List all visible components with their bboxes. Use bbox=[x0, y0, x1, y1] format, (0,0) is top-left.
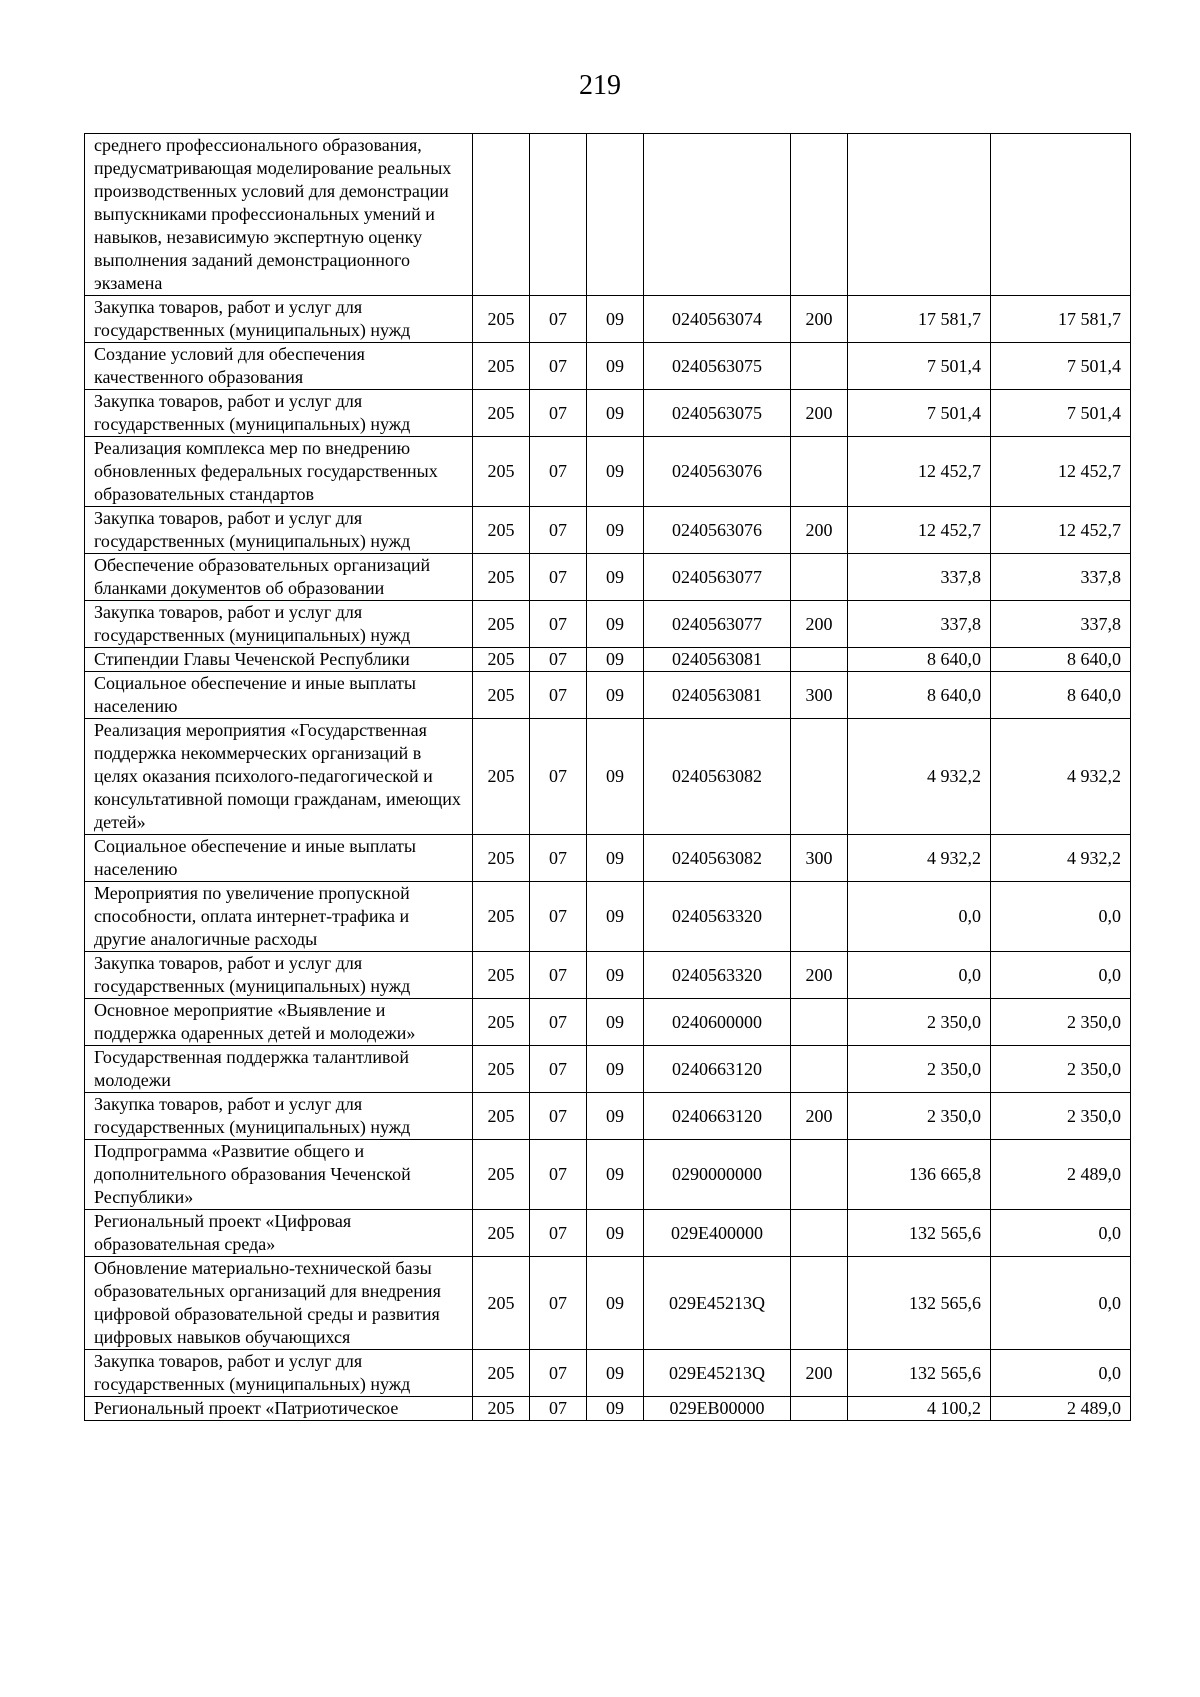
cell-item-name: Закупка товаров, работ и услуг для государственных (муниципальных) нужд bbox=[85, 1093, 473, 1140]
table-row bbox=[85, 437, 1131, 507]
cell-amount-2: 337,8 bbox=[991, 601, 1131, 648]
cell-department-code: 205 bbox=[473, 390, 530, 437]
cell-department-code: 205 bbox=[473, 1350, 530, 1397]
cell-department-code bbox=[473, 134, 530, 296]
table-row bbox=[85, 1210, 1131, 1257]
cell-target-article bbox=[644, 134, 791, 296]
cell-department-code: 205 bbox=[473, 999, 530, 1046]
cell-subsection-code bbox=[587, 134, 644, 296]
cell-target-article: 0240563074 bbox=[644, 296, 791, 343]
cell-department-code: 205 bbox=[473, 554, 530, 601]
cell-target-article: 0240663120 bbox=[644, 1046, 791, 1093]
cell-target-article: 0240563076 bbox=[644, 507, 791, 554]
cell-section-code: 07 bbox=[530, 343, 587, 390]
cell-amount-1: 2 350,0 bbox=[848, 999, 991, 1046]
cell-amount-1: 2 350,0 bbox=[848, 1046, 991, 1093]
cell-subsection-code: 09 bbox=[587, 999, 644, 1046]
table-row bbox=[85, 648, 1131, 672]
table-row bbox=[85, 554, 1131, 601]
cell-section-code: 07 bbox=[530, 437, 587, 507]
cell-expense-type bbox=[791, 1257, 848, 1350]
table-row bbox=[85, 1140, 1131, 1210]
cell-department-code: 205 bbox=[473, 507, 530, 554]
cell-section-code: 07 bbox=[530, 390, 587, 437]
cell-amount-2: 12 452,7 bbox=[991, 437, 1131, 507]
cell-amount-2 bbox=[991, 134, 1131, 296]
cell-expense-type: 200 bbox=[791, 1093, 848, 1140]
cell-target-article: 0240563082 bbox=[644, 719, 791, 835]
cell-item-name: Основное мероприятие «Выявление и поддержка одаренных детей и молодежи» bbox=[85, 999, 473, 1046]
cell-expense-type bbox=[791, 343, 848, 390]
table-row bbox=[85, 952, 1131, 999]
cell-section-code: 07 bbox=[530, 1046, 587, 1093]
cell-section-code: 07 bbox=[530, 882, 587, 952]
cell-amount-1: 8 640,0 bbox=[848, 672, 991, 719]
cell-item-name: Государственная поддержка талантливой молодежи bbox=[85, 1046, 473, 1093]
cell-expense-type: 200 bbox=[791, 507, 848, 554]
cell-target-article: 029E45213Q bbox=[644, 1350, 791, 1397]
cell-amount-2: 12 452,7 bbox=[991, 507, 1131, 554]
cell-section-code: 07 bbox=[530, 952, 587, 999]
cell-amount-2: 0,0 bbox=[991, 1210, 1131, 1257]
cell-subsection-code: 09 bbox=[587, 835, 644, 882]
cell-amount-1: 4 932,2 bbox=[848, 835, 991, 882]
cell-expense-type bbox=[791, 999, 848, 1046]
cell-expense-type bbox=[791, 437, 848, 507]
cell-amount-1: 0,0 bbox=[848, 882, 991, 952]
cell-department-code: 205 bbox=[473, 648, 530, 672]
cell-amount-2: 4 932,2 bbox=[991, 835, 1131, 882]
cell-subsection-code: 09 bbox=[587, 437, 644, 507]
table-row bbox=[85, 1046, 1131, 1093]
table-row bbox=[85, 134, 1131, 296]
cell-target-article: 029EB00000 bbox=[644, 1397, 791, 1421]
cell-department-code: 205 bbox=[473, 882, 530, 952]
table-row bbox=[85, 296, 1131, 343]
cell-department-code: 205 bbox=[473, 1140, 530, 1210]
cell-item-name: Реализация комплекса мер по внедрению обновленных федеральных государственных образовательных стандартов bbox=[85, 437, 473, 507]
cell-item-name: Региональный проект «Патриотическое bbox=[85, 1397, 473, 1421]
cell-item-name: Реализация мероприятия «Государственная поддержка некоммерческих организаций в целях оказания психолого-педагогической и консультативной помощи гражданам, имеющих детей» bbox=[85, 719, 473, 835]
cell-department-code: 205 bbox=[473, 1093, 530, 1140]
cell-section-code: 07 bbox=[530, 296, 587, 343]
cell-expense-type bbox=[791, 1397, 848, 1421]
cell-section-code: 07 bbox=[530, 672, 587, 719]
cell-amount-1: 12 452,7 bbox=[848, 507, 991, 554]
cell-section-code: 07 bbox=[530, 601, 587, 648]
cell-section-code: 07 bbox=[530, 1093, 587, 1140]
cell-amount-2: 2 350,0 bbox=[991, 1046, 1131, 1093]
cell-item-name: Социальное обеспечение и иные выплаты населению bbox=[85, 835, 473, 882]
cell-subsection-code: 09 bbox=[587, 1257, 644, 1350]
cell-amount-1: 7 501,4 bbox=[848, 390, 991, 437]
table-row bbox=[85, 719, 1131, 835]
cell-amount-2: 8 640,0 bbox=[991, 672, 1131, 719]
budget-table bbox=[84, 133, 1131, 1421]
cell-item-name: Закупка товаров, работ и услуг для государственных (муниципальных) нужд bbox=[85, 952, 473, 999]
cell-amount-1: 7 501,4 bbox=[848, 343, 991, 390]
cell-subsection-code: 09 bbox=[587, 1397, 644, 1421]
cell-amount-1: 132 565,6 bbox=[848, 1210, 991, 1257]
cell-department-code: 205 bbox=[473, 672, 530, 719]
table-row bbox=[85, 1257, 1131, 1350]
cell-subsection-code: 09 bbox=[587, 719, 644, 835]
cell-expense-type: 200 bbox=[791, 296, 848, 343]
cell-subsection-code: 09 bbox=[587, 1140, 644, 1210]
cell-amount-2: 4 932,2 bbox=[991, 719, 1131, 835]
table-row bbox=[85, 672, 1131, 719]
cell-subsection-code: 09 bbox=[587, 601, 644, 648]
cell-section-code: 07 bbox=[530, 1350, 587, 1397]
cell-item-name: среднего профессионального образования, предусматривающая моделирование реальных производственных условий для демонстрации выпускниками профессиональных умений и навыков, независимую экспертную оценку выполнения заданий демонстрационного экзамена bbox=[85, 134, 473, 296]
cell-item-name: Обеспечение образовательных организаций бланками документов об образовании bbox=[85, 554, 473, 601]
cell-amount-1: 132 565,6 bbox=[848, 1350, 991, 1397]
table-row bbox=[85, 1350, 1131, 1397]
cell-section-code: 07 bbox=[530, 999, 587, 1046]
page-number: 219 bbox=[579, 70, 621, 101]
cell-amount-1: 0,0 bbox=[848, 952, 991, 999]
table-row bbox=[85, 507, 1131, 554]
cell-department-code: 205 bbox=[473, 1210, 530, 1257]
cell-item-name: Закупка товаров, работ и услуг для государственных (муниципальных) нужд bbox=[85, 507, 473, 554]
cell-item-name: Мероприятия по увеличение пропускной способности, оплата интернет-трафика и другие аналогичные расходы bbox=[85, 882, 473, 952]
cell-section-code: 07 bbox=[530, 1140, 587, 1210]
cell-item-name: Региональный проект «Цифровая образовательная среда» bbox=[85, 1210, 473, 1257]
cell-amount-2: 0,0 bbox=[991, 1350, 1131, 1397]
cell-expense-type bbox=[791, 719, 848, 835]
cell-amount-1: 2 350,0 bbox=[848, 1093, 991, 1140]
cell-item-name: Социальное обеспечение и иные выплаты населению bbox=[85, 672, 473, 719]
cell-department-code: 205 bbox=[473, 1397, 530, 1421]
cell-amount-2: 0,0 bbox=[991, 952, 1131, 999]
table-row bbox=[85, 343, 1131, 390]
cell-target-article: 0240563081 bbox=[644, 672, 791, 719]
cell-item-name: Закупка товаров, работ и услуг для государственных (муниципальных) нужд bbox=[85, 601, 473, 648]
cell-item-name: Закупка товаров, работ и услуг для государственных (муниципальных) нужд bbox=[85, 390, 473, 437]
cell-target-article: 0240563082 bbox=[644, 835, 791, 882]
cell-amount-2: 2 489,0 bbox=[991, 1140, 1131, 1210]
cell-subsection-code: 09 bbox=[587, 390, 644, 437]
cell-amount-1: 12 452,7 bbox=[848, 437, 991, 507]
cell-department-code: 205 bbox=[473, 437, 530, 507]
cell-section-code: 07 bbox=[530, 1397, 587, 1421]
cell-amount-2: 2 489,0 bbox=[991, 1397, 1131, 1421]
cell-amount-2: 8 640,0 bbox=[991, 648, 1131, 672]
cell-amount-2: 2 350,0 bbox=[991, 1093, 1131, 1140]
cell-amount-1: 8 640,0 bbox=[848, 648, 991, 672]
cell-expense-type bbox=[791, 882, 848, 952]
cell-target-article: 0240563076 bbox=[644, 437, 791, 507]
cell-expense-type: 200 bbox=[791, 1350, 848, 1397]
cell-subsection-code: 09 bbox=[587, 648, 644, 672]
cell-subsection-code: 09 bbox=[587, 1210, 644, 1257]
cell-section-code bbox=[530, 134, 587, 296]
cell-expense-type: 300 bbox=[791, 835, 848, 882]
cell-subsection-code: 09 bbox=[587, 1093, 644, 1140]
table-row bbox=[85, 882, 1131, 952]
table-row bbox=[85, 601, 1131, 648]
cell-amount-2: 0,0 bbox=[991, 1257, 1131, 1350]
cell-department-code: 205 bbox=[473, 296, 530, 343]
cell-section-code: 07 bbox=[530, 1257, 587, 1350]
cell-target-article: 0240563077 bbox=[644, 554, 791, 601]
cell-amount-2: 337,8 bbox=[991, 554, 1131, 601]
cell-amount-1: 337,8 bbox=[848, 554, 991, 601]
cell-expense-type: 200 bbox=[791, 601, 848, 648]
cell-department-code: 205 bbox=[473, 719, 530, 835]
table-row bbox=[85, 1397, 1131, 1421]
cell-amount-2: 17 581,7 bbox=[991, 296, 1131, 343]
cell-expense-type bbox=[791, 1140, 848, 1210]
cell-section-code: 07 bbox=[530, 507, 587, 554]
cell-item-name: Обновление материально-технической базы образовательных организаций для внедрения цифровой образовательной среды и развития цифровых навыков обучающихся bbox=[85, 1257, 473, 1350]
cell-amount-1: 132 565,6 bbox=[848, 1257, 991, 1350]
cell-department-code: 205 bbox=[473, 1046, 530, 1093]
cell-amount-1: 4 100,2 bbox=[848, 1397, 991, 1421]
cell-amount-2: 2 350,0 bbox=[991, 999, 1131, 1046]
budget-table-body bbox=[85, 134, 1131, 1421]
cell-subsection-code: 09 bbox=[587, 507, 644, 554]
cell-item-name: Подпрограмма «Развитие общего и дополнительного образования Чеченской Республики» bbox=[85, 1140, 473, 1210]
cell-expense-type: 300 bbox=[791, 672, 848, 719]
cell-department-code: 205 bbox=[473, 952, 530, 999]
cell-target-article: 0240563077 bbox=[644, 601, 791, 648]
table-row bbox=[85, 835, 1131, 882]
cell-target-article: 0240563075 bbox=[644, 390, 791, 437]
cell-subsection-code: 09 bbox=[587, 554, 644, 601]
cell-expense-type bbox=[791, 1210, 848, 1257]
cell-subsection-code: 09 bbox=[587, 296, 644, 343]
cell-amount-2: 7 501,4 bbox=[991, 390, 1131, 437]
cell-department-code: 205 bbox=[473, 835, 530, 882]
cell-expense-type: 200 bbox=[791, 390, 848, 437]
cell-target-article: 029E400000 bbox=[644, 1210, 791, 1257]
cell-target-article: 0240563081 bbox=[644, 648, 791, 672]
cell-target-article: 0240563320 bbox=[644, 882, 791, 952]
cell-section-code: 07 bbox=[530, 648, 587, 672]
cell-target-article: 0240563320 bbox=[644, 952, 791, 999]
cell-subsection-code: 09 bbox=[587, 343, 644, 390]
cell-target-article: 0240600000 bbox=[644, 999, 791, 1046]
cell-target-article: 0290000000 bbox=[644, 1140, 791, 1210]
cell-subsection-code: 09 bbox=[587, 952, 644, 999]
cell-amount-1 bbox=[848, 134, 991, 296]
cell-expense-type bbox=[791, 1046, 848, 1093]
cell-department-code: 205 bbox=[473, 601, 530, 648]
cell-amount-1: 136 665,8 bbox=[848, 1140, 991, 1210]
cell-item-name: Создание условий для обеспечения качественного образования bbox=[85, 343, 473, 390]
cell-subsection-code: 09 bbox=[587, 1046, 644, 1093]
cell-expense-type: 200 bbox=[791, 952, 848, 999]
cell-expense-type bbox=[791, 554, 848, 601]
table-row bbox=[85, 1093, 1131, 1140]
cell-item-name: Закупка товаров, работ и услуг для государственных (муниципальных) нужд bbox=[85, 296, 473, 343]
cell-expense-type bbox=[791, 648, 848, 672]
table-row bbox=[85, 999, 1131, 1046]
table-row bbox=[85, 390, 1131, 437]
cell-amount-2: 0,0 bbox=[991, 882, 1131, 952]
cell-section-code: 07 bbox=[530, 554, 587, 601]
cell-target-article: 0240663120 bbox=[644, 1093, 791, 1140]
cell-amount-2: 7 501,4 bbox=[991, 343, 1131, 390]
cell-department-code: 205 bbox=[473, 343, 530, 390]
cell-item-name: Закупка товаров, работ и услуг для государственных (муниципальных) нужд bbox=[85, 1350, 473, 1397]
cell-item-name: Стипендии Главы Чеченской Республики bbox=[85, 648, 473, 672]
cell-section-code: 07 bbox=[530, 835, 587, 882]
cell-subsection-code: 09 bbox=[587, 672, 644, 719]
cell-subsection-code: 09 bbox=[587, 882, 644, 952]
cell-amount-1: 337,8 bbox=[848, 601, 991, 648]
cell-section-code: 07 bbox=[530, 719, 587, 835]
cell-target-article: 0240563075 bbox=[644, 343, 791, 390]
cell-section-code: 07 bbox=[530, 1210, 587, 1257]
cell-expense-type bbox=[791, 134, 848, 296]
cell-department-code: 205 bbox=[473, 1257, 530, 1350]
cell-subsection-code: 09 bbox=[587, 1350, 644, 1397]
cell-amount-1: 17 581,7 bbox=[848, 296, 991, 343]
cell-amount-1: 4 932,2 bbox=[848, 719, 991, 835]
cell-target-article: 029E45213Q bbox=[644, 1257, 791, 1350]
